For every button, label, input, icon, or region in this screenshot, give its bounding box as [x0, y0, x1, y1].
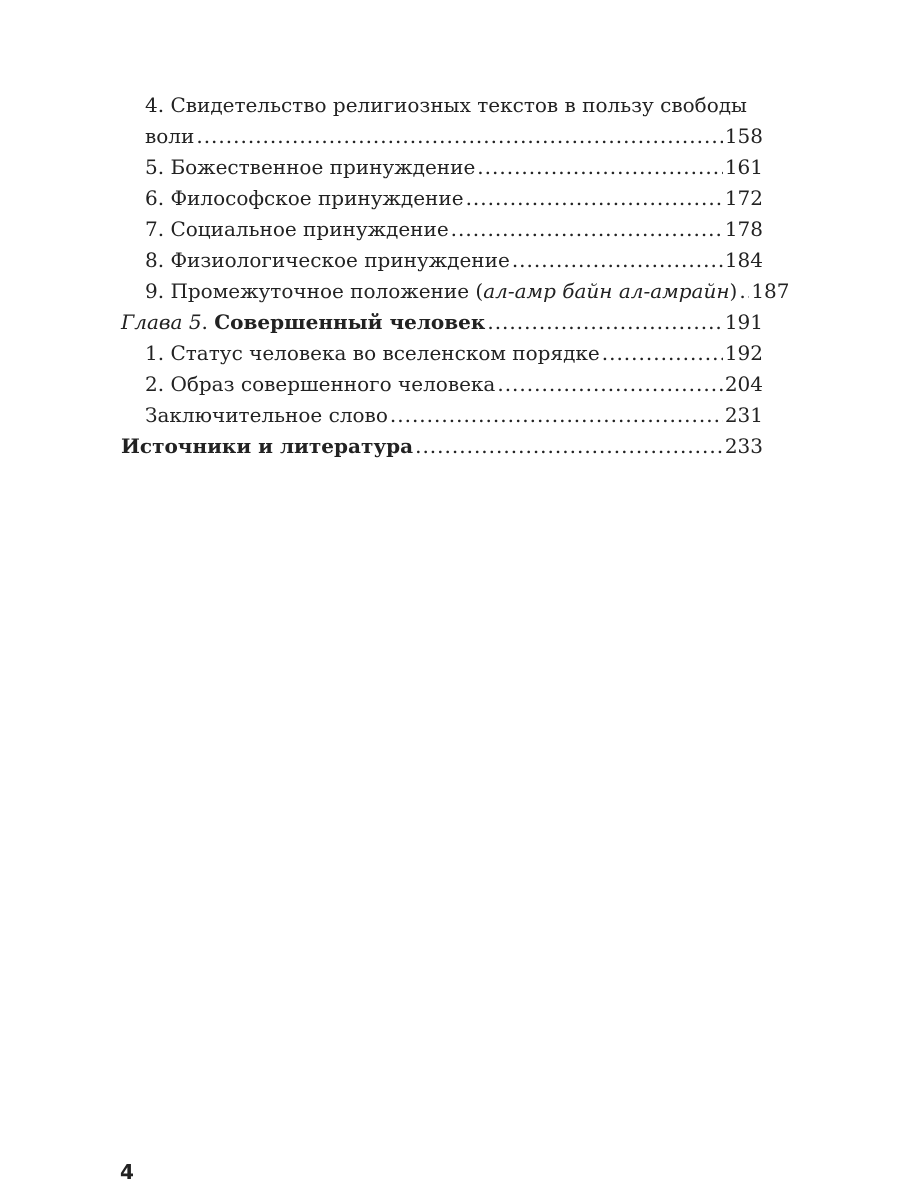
toc-page-number: 158 — [724, 124, 763, 148]
toc-page-number: 184 — [724, 248, 763, 272]
toc-chapter-title — [121, 307, 485, 338]
chapter-label: Глава 5 — [121, 310, 202, 334]
dot-leader — [602, 338, 723, 369]
page-number: 4 — [120, 1160, 134, 1184]
toc-page-number: 204 — [724, 372, 763, 396]
dot-leader — [196, 121, 722, 152]
toc-page-number: 192 — [724, 341, 763, 365]
toc-page-number: 191 — [724, 310, 763, 334]
toc-entry-religious-texts — [121, 90, 763, 152]
toc-sources-and-literature — [121, 431, 763, 462]
dot-leader — [739, 276, 749, 307]
toc-entry-title: Заключительное слово — [145, 403, 388, 427]
dot-leader — [390, 400, 723, 431]
toc-page-number: 233 — [724, 434, 763, 458]
toc-entry-title-end: ) — [729, 279, 738, 303]
toc-entry-perfect-human-image — [121, 369, 763, 400]
toc-entry-title-continuation: воли — [145, 124, 195, 148]
toc-page-number: 172 — [724, 186, 763, 210]
chapter-separator: . — [201, 310, 208, 334]
toc-page-number: 178 — [724, 217, 763, 241]
dot-leader — [497, 369, 722, 400]
toc-entry-title: 4. Свидетельство религиозных текстов в пользу свободы — [145, 93, 747, 117]
toc-entry-physiological-compulsion — [121, 245, 763, 276]
toc-entry-title: 1. Статус человека во вселенском порядке — [145, 341, 600, 365]
toc-chapter-5 — [121, 307, 763, 338]
toc-entry-title-start: 9. Промежуточное положение ( — [145, 279, 484, 303]
dot-leader — [466, 183, 723, 214]
dot-leader — [451, 214, 723, 245]
chapter-name: Совершенный человек — [214, 310, 486, 334]
toc-entry-divine-compulsion — [121, 152, 763, 183]
dot-leader — [512, 245, 723, 276]
toc-entry-intermediate-position — [121, 276, 790, 307]
toc-entry-title: Источники и литература — [121, 434, 414, 458]
toc-entry-conclusion — [121, 400, 763, 431]
toc-entry-philosophical-compulsion — [121, 183, 763, 214]
toc-entry-title: 7. Социальное принуждение — [145, 217, 449, 241]
toc-entry-title-italic: ал-амр байн ал-амрайн — [483, 279, 730, 303]
toc-entry-title: 6. Философское принуждение — [145, 186, 464, 210]
toc-page-number: 231 — [724, 403, 763, 427]
dot-leader — [415, 431, 723, 462]
toc-entry-title: 5. Божественное принуждение — [145, 155, 476, 179]
toc-entry-human-status — [121, 338, 763, 369]
toc-entry-social-compulsion — [121, 214, 763, 245]
toc-entry-continuation — [145, 121, 763, 152]
toc-entry-title: 8. Физиологическое принуждение — [145, 248, 510, 272]
dot-leader — [477, 152, 723, 183]
toc-page-number: 187 — [751, 279, 790, 303]
toc-entry-title: 2. Образ совершенного человека — [145, 372, 496, 396]
table-of-contents — [121, 90, 790, 462]
toc-entry-title — [145, 276, 737, 307]
dot-leader — [487, 307, 722, 338]
toc-page-number: 161 — [724, 155, 763, 179]
